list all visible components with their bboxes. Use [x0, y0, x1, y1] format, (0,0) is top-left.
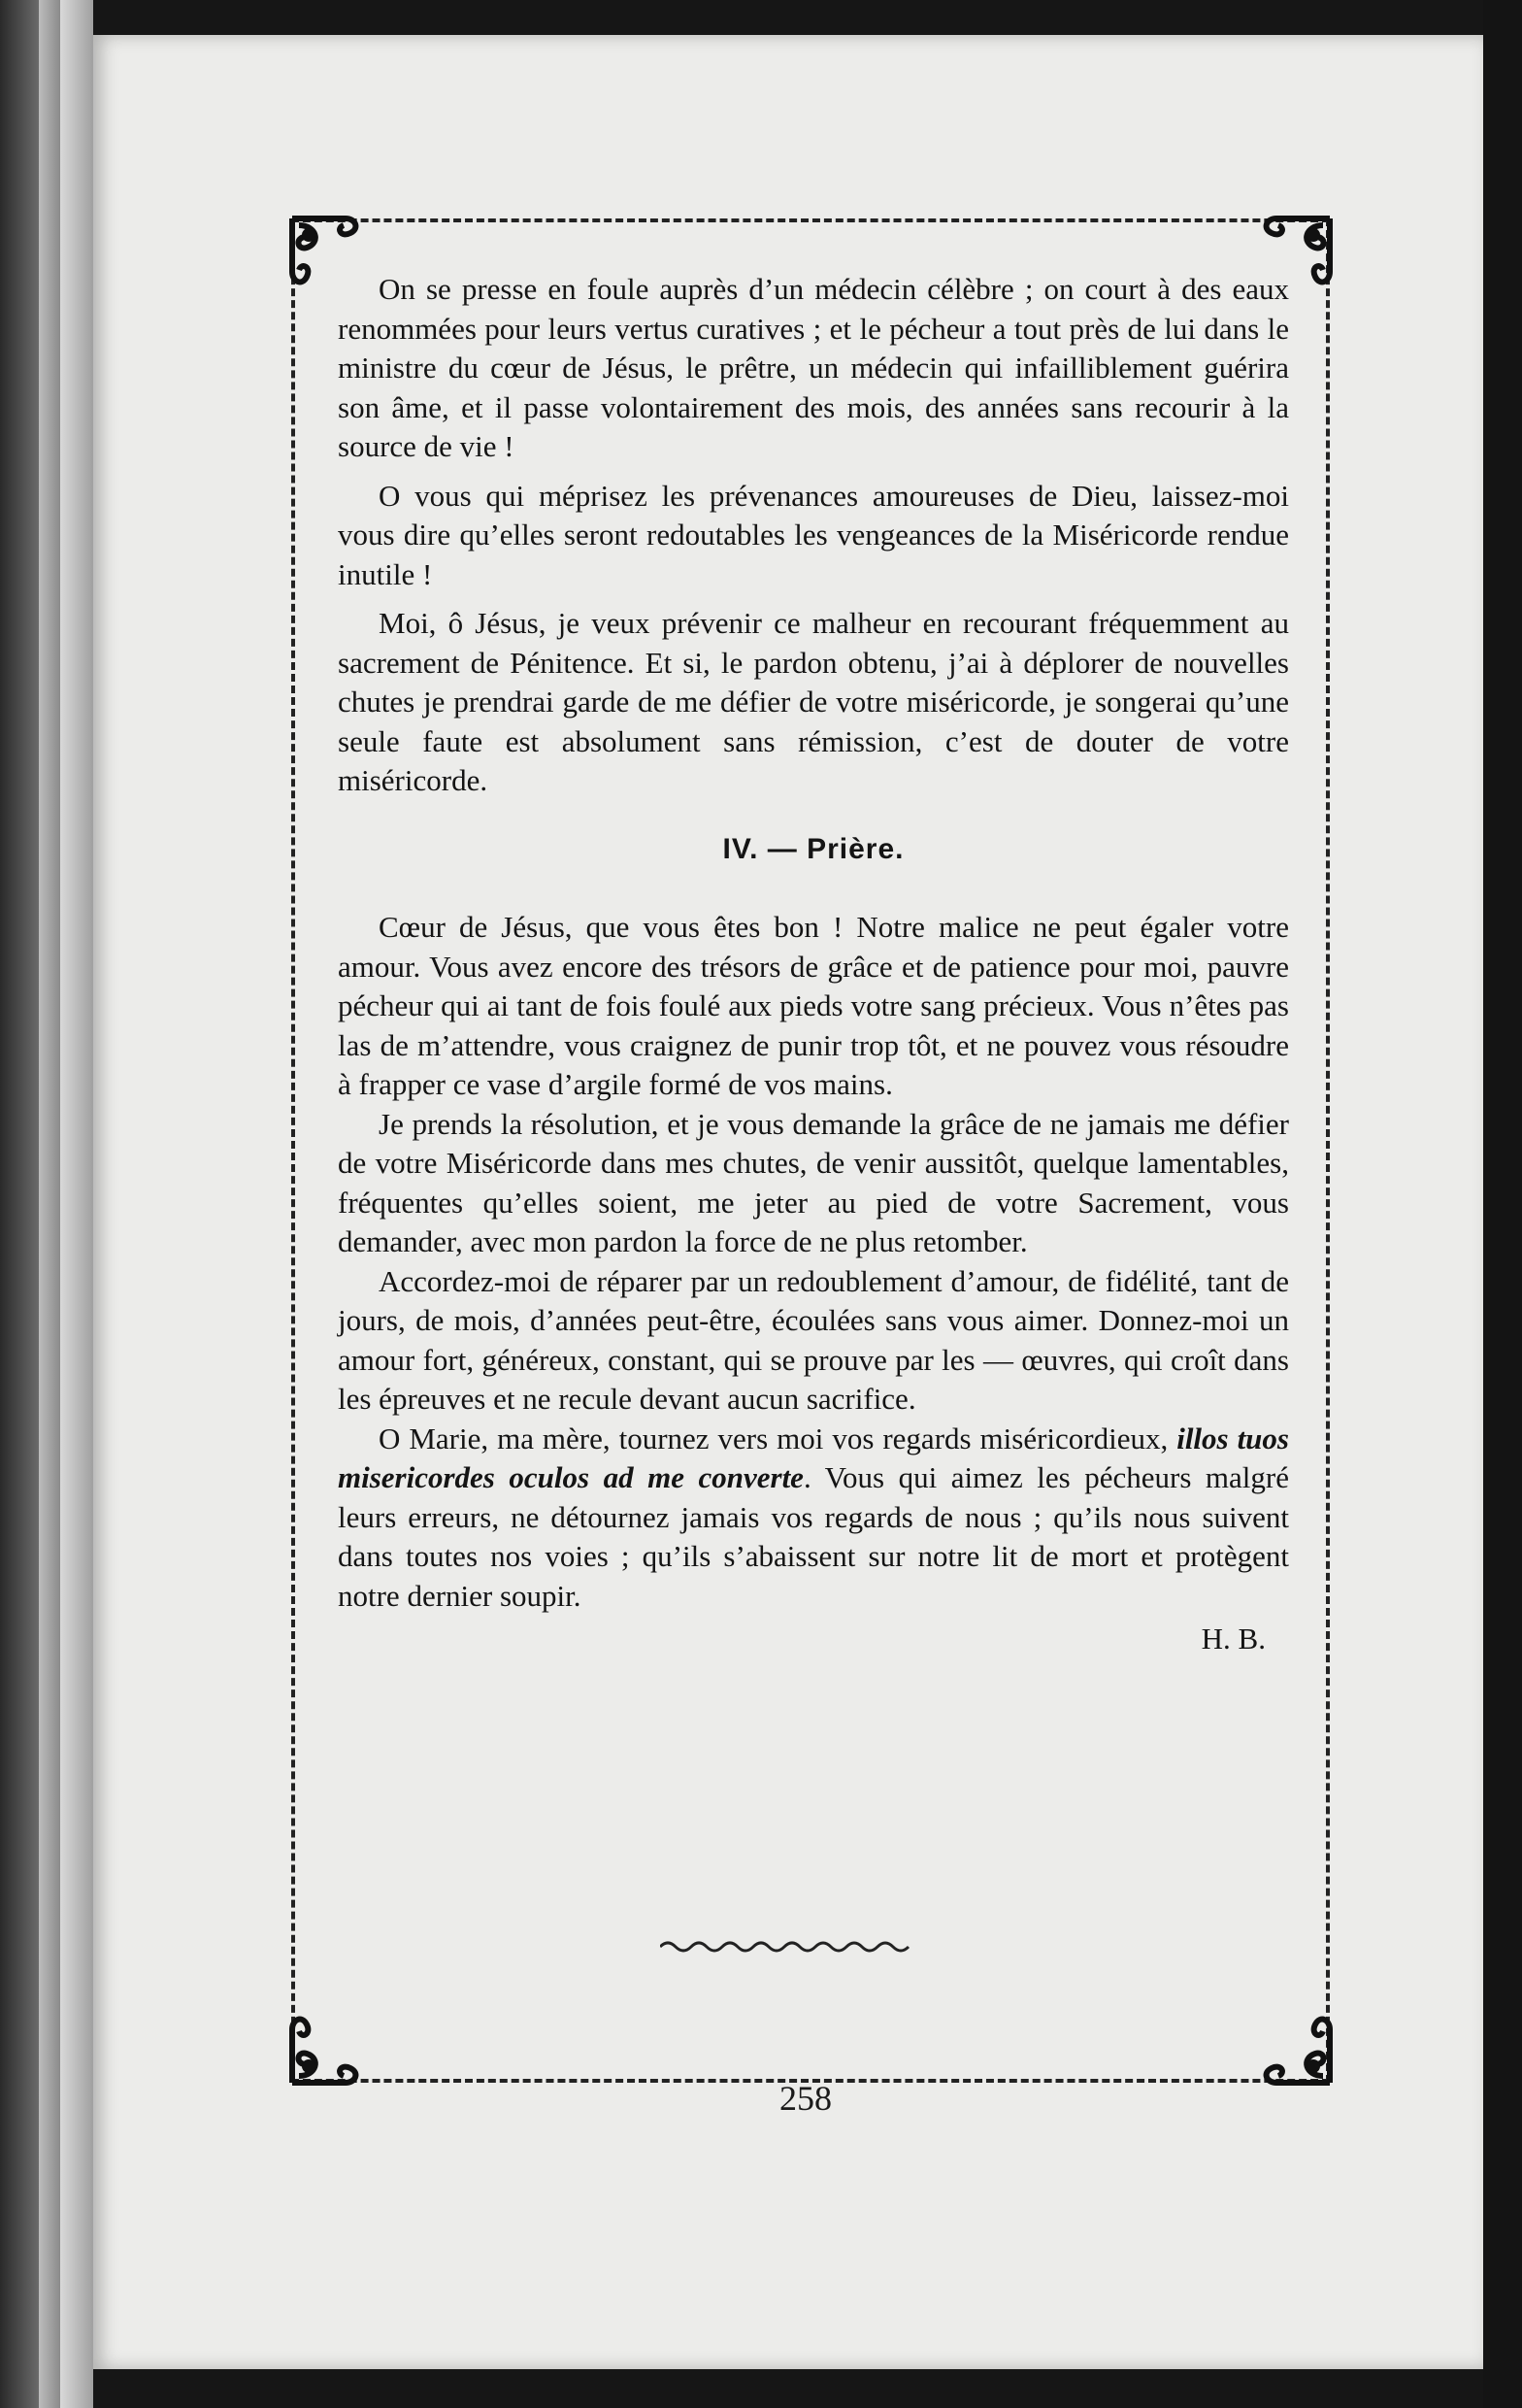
- body-paragraph: O vous qui méprisez les prévenances amoureuses de Dieu, laissez-moi vous dire qu’elles seront redoutables les vengeances de la Miséricorde rendue inutile !: [338, 478, 1289, 591]
- wavy-divider-icon: [660, 1937, 912, 1956]
- prayer-paragraph-marian: [338, 1420, 1289, 1617]
- page-stack-edge: [39, 0, 60, 2408]
- author-signature: H. B.: [1201, 1622, 1266, 1656]
- book-spine-edge: [0, 0, 39, 2408]
- body-paragraph: Moi, ô Jésus, je veux prévenir ce malheur en recourant fréquemment au sacrement de Pénitence. Et si, le pardon obtenu, j’ai à déplorer de nouvelles chutes je prendrai garde de me défier de votre miséricorde, je songerai qu’une seule faute est absolument sans rémission, c’est de douter de votre miséricorde.: [338, 606, 1289, 797]
- latin-quote: illos tuos misericordes oculos ad me converte: [338, 1421, 1289, 1494]
- body-paragraph: On se presse en foule auprès d’un médecin célèbre ; on court à des eaux renommées pour leurs vertus curatives ; et le pécheur a tout près de lui dans le ministre du cœur de Jésus, le prêtre, un médecin qui infailliblement guérira son âme, et il passe volontairement des mois, des années sans recourir à la source de vie !: [338, 272, 1289, 463]
- ornament-corner-icon: [287, 2000, 375, 2088]
- prayer-paragraph: Accordez-moi de réparer par un redoublement d’amour, de fidélité, tant de jours, de mois, d’années peut-être, écoulées sans vous aimer. Donnez-moi un amour fort, généreux, constant, qui se prouve par les — œuvres, qui croît dans les épreuves et ne recule devant aucun sacrifice.: [338, 1263, 1289, 1416]
- prayer-paragraph: Je prends la résolution, et je vous demande la grâce de ne jamais me défier de votre Miséricorde dans mes chutes, de venir aussitôt, quelque lamentables, fréquentes qu’elles soient, me jeter au pied de votre Sacrement, vous demander, avec mon pardon la force de ne plus retomber.: [338, 1106, 1289, 1258]
- prayer-paragraph: Cœur de Jésus, que vous êtes bon ! Notre malice ne peut égaler votre amour. Vous avez encore des trésors de grâce et de patience pour moi, pauvre pécheur qui ai tant de fois foulé aux pieds votre sang précieux. Vous n’êtes pas las de m’attendre, vous craignez de punir trop tôt, et ne pouvez vous résoudre à frapper ce vase d’argile formé de vos mains.: [338, 910, 1289, 1101]
- scan-background-right: [1483, 0, 1522, 2408]
- marian-text-start: O Marie, ma mère, tournez vers moi vos regards miséricordieux,: [379, 1421, 1177, 1455]
- page-body-text: [338, 270, 1289, 1659]
- marian-text-end: . Vous qui aimez les pécheurs malgré leurs erreurs, ne détournez jamais vos regards de nous ; qu’ils nous suivent dans toutes nos voies ; qu’ils s’abaissent sur notre lit de mort et protègent notre dernier soupir.: [338, 1460, 1289, 1613]
- ornament-corner-icon: [1247, 2000, 1335, 2088]
- section-heading: IV. — Prière.: [722, 832, 905, 865]
- page-stack-edge-inner: [60, 0, 93, 2408]
- page-number: 258: [779, 2079, 832, 2118]
